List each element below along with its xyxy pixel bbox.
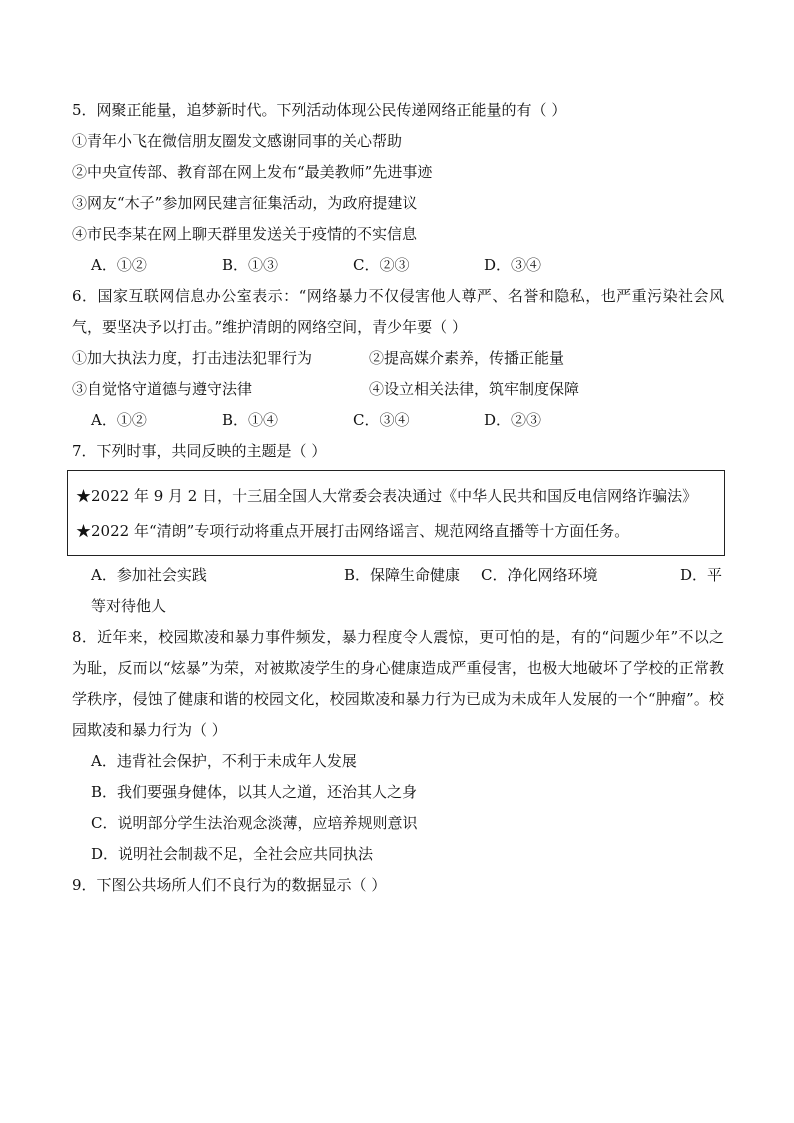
question-6-item-1: ①加大执法力度，打击违法犯罪行为 <box>72 349 313 367</box>
question-6-option-c[interactable]: C．③④ <box>353 411 410 429</box>
question-6-items-row-2 <box>72 374 724 405</box>
question-7-option-b[interactable]: B．保障生命健康 <box>344 566 461 584</box>
question-8-option-b[interactable]: B．我们要强身健体，以其人之道，还治其人之身 <box>91 783 418 801</box>
question-5-option-a[interactable]: A．①② <box>91 256 147 274</box>
question-6-item-2: ②提高媒介素养，传播正能量 <box>369 349 565 367</box>
question-6-items-row-1 <box>72 343 724 374</box>
news-item-1: ★2022 年 9 月 2 日，十三届全国人大常委会表决通过《中华人民共和国反电信网络诈骗法》 <box>76 487 698 505</box>
exam-page <box>72 95 724 901</box>
question-5-option-b[interactable]: B．①③ <box>222 256 279 274</box>
question-6-option-b[interactable]: B．①④ <box>222 411 279 429</box>
question-6-option-d[interactable]: D．②③ <box>484 411 542 429</box>
question-5-item-1: ①青年小飞在微信朋友圈发文感谢同事的关心帮助 <box>72 132 403 150</box>
question-5-option-d[interactable]: D．③④ <box>484 256 542 274</box>
question-8-option-c[interactable]: C．说明部分学生法治观念淡薄，应培养规则意识 <box>91 814 418 832</box>
question-7 <box>72 436 724 622</box>
question-7-option-a[interactable]: A．参加社会实践 <box>91 566 207 584</box>
question-7-option-d[interactable]: D．平 <box>680 566 723 584</box>
news-item-2: ★2022 年“清朗”专项行动将重点开展打击网络谣言、规范网络直播等十方面任务。 <box>76 522 630 540</box>
question-9 <box>72 870 724 901</box>
question-5-option-c[interactable]: C．②③ <box>353 256 410 274</box>
question-8-stem: 8．近年来，校园欺凌和暴力事件频发，暴力程度令人震惊，更可怕的是，有的“问题少年”不以之为耻，反而以“炫暴”为荣，对被欺凌学生的身心健康造成严重侵害，也极大地破坏了学校的正常教学秩序，侵蚀了健康和谐的校园文化，校园欺凌和暴力行为已成为未成年人发展的一个“肿瘤”。校园欺凌和暴力行为（ ） <box>72 628 724 739</box>
question-6-option-a[interactable]: A．①② <box>91 411 147 429</box>
question-7-options <box>72 560 724 622</box>
question-5-options <box>72 250 724 281</box>
question-5-item-3: ③网友“木子”参加网民建言征集活动，为政府提建议 <box>72 194 418 212</box>
question-6-item-4: ④设立相关法律，筑牢制度保障 <box>369 380 580 398</box>
question-6-options <box>72 405 724 436</box>
question-7-stem: 7．下列时事，共同反映的主题是（ ） <box>72 442 327 460</box>
question-7-option-c[interactable]: C．净化网络环境 <box>481 566 598 584</box>
question-7-option-d-continued: 等对待他人 <box>91 597 167 615</box>
question-6-stem: 6．国家互联网信息办公室表示：“网络暴力不仅侵害他人尊严、名誉和隐私，也严重污染社会风气，要坚决予以打击。”维护清朗的网络空间，青少年要（ ） <box>72 287 724 336</box>
question-6-item-3: ③自觉恪守道德与遵守法律 <box>72 380 253 398</box>
question-5-item-2: ②中央宣传部、教育部在网上发布“最美教师”先进事迹 <box>72 163 433 181</box>
news-box <box>67 470 725 556</box>
question-5-stem: 5．网聚正能量，追梦新时代。下列活动体现公民传递网络正能量的有（ ） <box>72 101 567 119</box>
question-8-option-d[interactable]: D．说明社会制裁不足，全社会应共同执法 <box>91 845 374 863</box>
question-5 <box>72 95 724 281</box>
question-5-item-4: ④市民李某在网上聊天群里发送关于疫情的不实信息 <box>72 225 418 243</box>
question-8 <box>72 622 724 870</box>
question-8-option-a[interactable]: A．违背社会保护，不利于未成年人发展 <box>91 752 357 770</box>
question-6 <box>72 281 724 436</box>
question-9-stem: 9．下图公共场所人们不良行为的数据显示（ ） <box>72 876 387 894</box>
